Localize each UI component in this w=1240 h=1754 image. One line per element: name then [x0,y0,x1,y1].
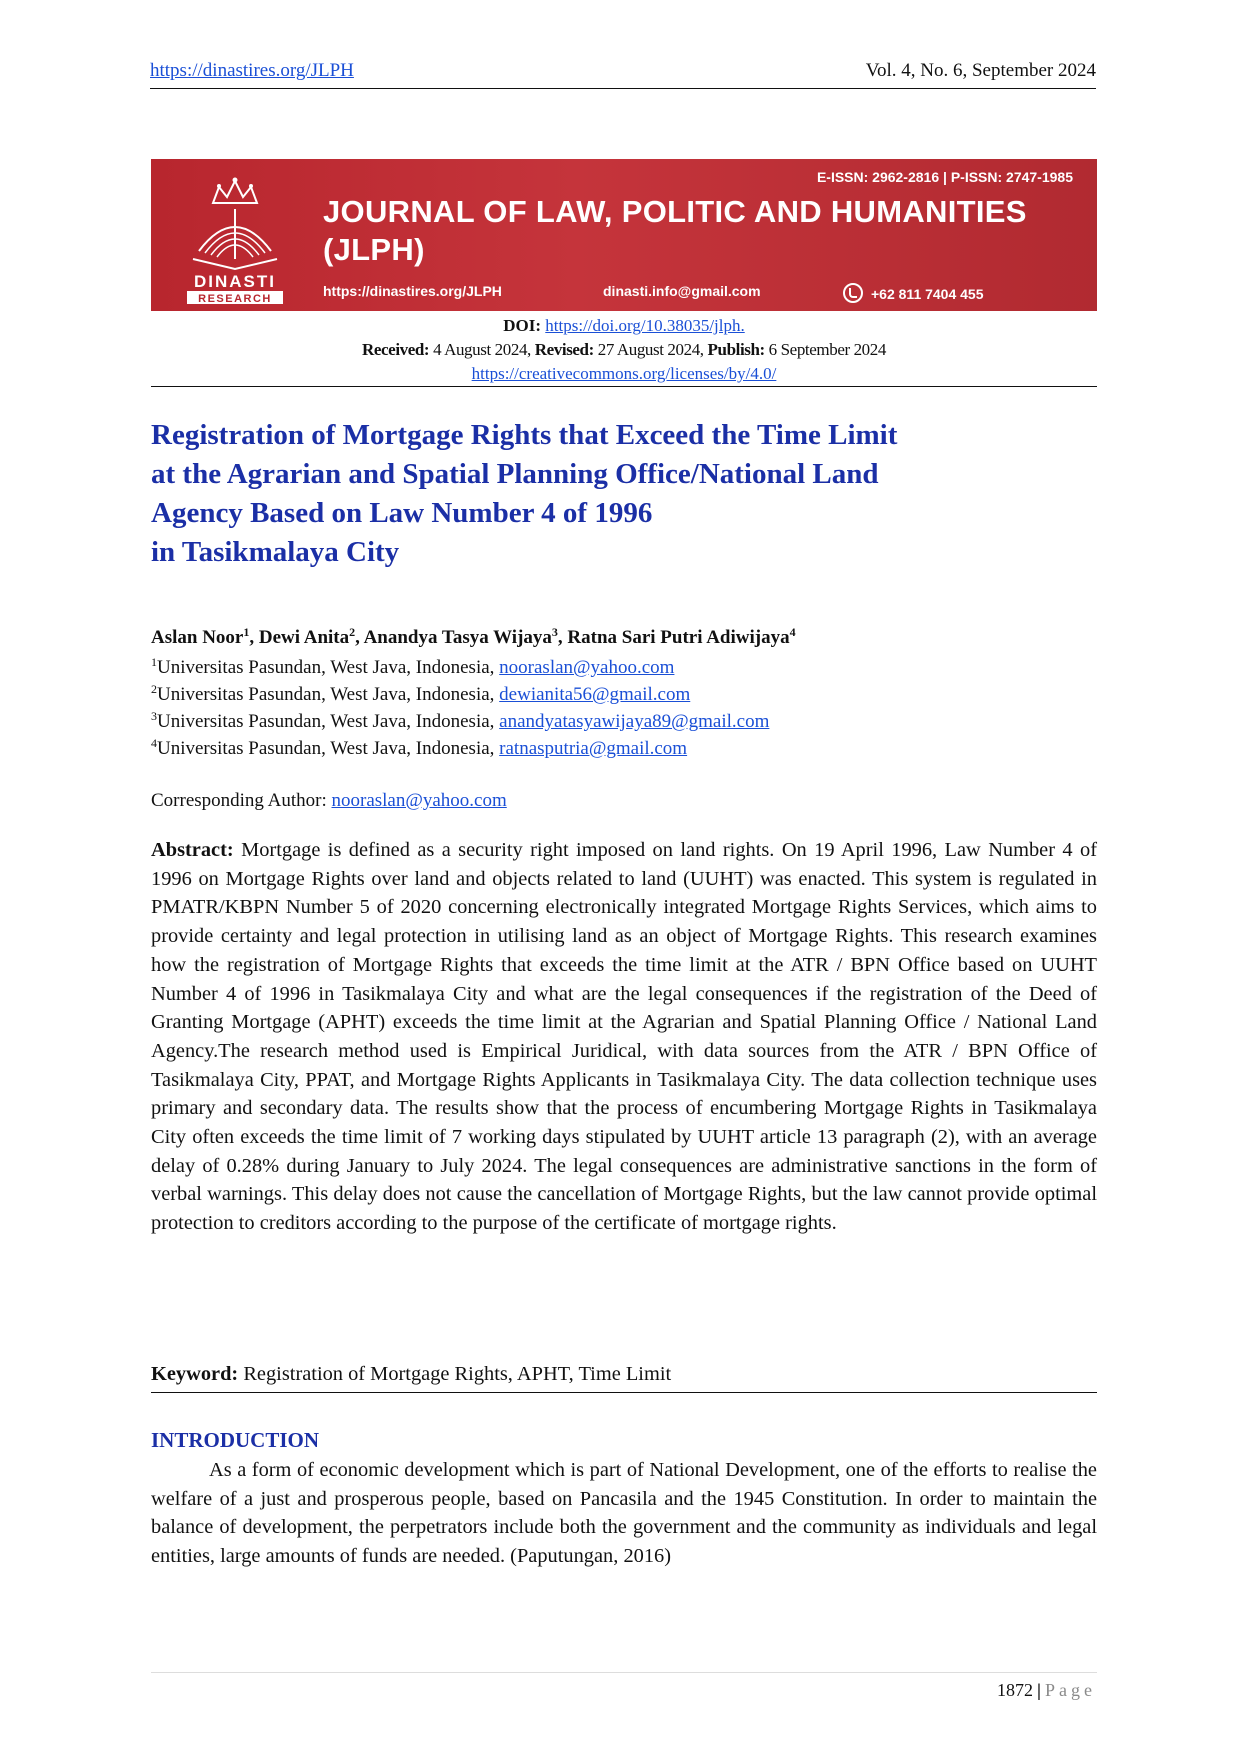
received-date: 4 August 2024, [433,340,531,359]
title-line4: in Tasikmalaya City [151,536,400,568]
revised-date: 27 August 2024, [597,340,704,359]
affiliation-sup: 3 [151,709,157,723]
dinasti-research-logo [179,173,291,305]
journal-banner [151,159,1097,311]
title-line1: Registration of Mortgage Rights that Exceed the Time Limit [151,419,898,451]
affiliation-item [151,735,769,762]
abstract-text: Mortgage is defined as a security right imposed on land rights. On 19 April 1996, Law Number 4 of 1996 on Mortgage Rights over land and objects related to land (UUHT) was enacted. This system is regulated in PMATR/KBPN Number 5 of 2020 concerning electronically integrated Mortgage Rights Services, which aims to provide certainty and legal protection in utilising land as an object of Mortgage Rights. This research examines how the registration of Mortgage Rights that exceeds the time limit at the ATR / BPN Office based on UUHT Number 4 of 1996 in Tasikmalaya City and what are the legal consequences if the registration of the Deed of Granting Mortgage (APHT) exceeds the time limit at the Agrarian and Spatial Planning Office / National Land Agency.The research method used is Empirical Juridical, with data sources from the ATR / BPN Office of Tasikmalaya City, PPAT, and Mortgage Rights Applicants in Tasikmalaya City. The data collection technique uses primary and secondary data. The results show that the process of encumbering Mortgage Rights in Tasikmalaya City often exceeds the time limit of 7 working days stipulated by UUHT article 13 paragraph (2), with an average delay of 0.28% during January to July 2024. The legal consequences are administrative sanctions in the form of verbal warnings. This delay does not cause the cancellation of Mortgage Rights, but the law cannot provide optimal protection to creditors according to the purpose of the certificate of mortgage rights. [151,839,1097,1235]
page-footer [997,1680,1096,1701]
author-email-link[interactable]: nooraslan@yahoo.com [499,657,675,678]
affiliation-text: Universitas Pasundan, West Java, Indonesia, [157,738,500,759]
introduction-heading: INTRODUCTION [151,1428,320,1452]
affiliation-text: Universitas Pasundan, West Java, Indonesia, [157,684,500,705]
affiliation-sup: 1 [151,655,157,669]
metadata-divider [151,386,1097,387]
article-title [151,416,1051,572]
journal-url-link[interactable]: https://dinastires.org/JLPH [150,60,354,81]
footer-separator: | [1037,1680,1041,1700]
author-email-link[interactable]: ratnasputria@gmail.com [499,738,688,759]
dates-line [151,338,1097,362]
author-name: Dewi Anita [258,627,350,648]
corresponding-label: Corresponding Author: [151,790,332,811]
author-sup: 4 [789,625,796,639]
publish-label: Publish: [707,340,765,359]
received-label: Received: [362,340,430,359]
abstract [151,836,1097,1238]
journal-title-line2: (JLPH) [323,232,425,267]
author-sup: 3 [551,625,558,639]
corresponding-email-link[interactable]: nooraslan@yahoo.com [331,790,507,811]
footer-divider [151,1672,1097,1673]
introduction-paragraph: As a form of economic development which is part of National Development, one of the efforts to realise the welfare of a just and prosperous people, based on Pancasila and the 1945 Constitution. In order to maintain the balance of development, the perpetrators include both the government and the community as individuals and legal entities, large amounts of funds are needed. (Paputungan, 2016) [151,1459,1097,1568]
keyword-text: Registration of Mortgage Rights, APHT, Time Limit [243,1363,672,1385]
license-line [151,362,1097,386]
affiliation-text: Universitas Pasundan, West Java, Indonesia, [157,711,500,732]
keyword-label: Keyword: [151,1363,239,1385]
affiliation-item [151,708,769,735]
whatsapp-icon [843,283,863,303]
doi-label: DOI: [503,316,542,335]
author-email-link[interactable]: anandyatasyawijaya89@gmail.com [499,711,770,732]
author-name: Ratna Sari Putri Adiwijaya [567,627,790,648]
affiliation-item [151,654,769,681]
affiliation-item [151,681,769,708]
affiliation-list [151,654,769,762]
affiliation-sup: 2 [151,682,157,696]
page-number: 1872 [997,1680,1034,1700]
corresponding-author [151,790,507,812]
author-name: Aslan Noor [151,627,244,648]
abstract-label: Abstract: [151,839,234,861]
keywords [151,1363,1097,1393]
license-link[interactable]: https://creativecommons.org/licenses/by/4.0/ [471,364,777,383]
issue-info: Vol. 4, No. 6, September 2024 [865,60,1096,81]
author-sup: 2 [349,625,356,639]
svg-text:RESEARCH: RESEARCH [198,293,272,305]
article-metadata [151,314,1097,386]
title-line3: Agency Based on Law Number 4 of 1996 [151,497,653,529]
publish-date: 6 September 2024 [768,340,886,359]
affiliation-text: Universitas Pasundan, West Java, Indonesia, [157,657,500,678]
author-name: Anandya Tasya Wijaya [363,627,552,648]
revised-label: Revised: [534,340,594,359]
banner-website: https://dinastires.org/JLPH [323,283,502,299]
author-sup: 1 [243,625,250,639]
doi-line [151,314,1097,338]
title-line2: at the Agrarian and Spatial Planning Office/National Land [151,458,879,490]
issn-numbers: E-ISSN: 2962-2816 | P-ISSN: 2747-1985 [816,169,1073,185]
svg-text:DINASTI: DINASTI [194,272,276,291]
page-word: Page [1045,1680,1096,1700]
banner-email: dinasti.info@gmail.com [603,283,761,299]
banner-phone [843,283,984,303]
doi-link[interactable]: https://doi.org/10.38035/jlph. [545,316,745,335]
author-list: Aslan Noor$^1$, Dewi Anita$^2$, Anandya Tasya Wijaya$^3$, Ratna Sari Putri Adiwijaya$^4$ [151,625,796,648]
running-header [150,58,1096,89]
banner-phone-number: +62 811 7404 455 [871,286,984,302]
journal-title [323,193,1027,269]
affiliation-sup: 4 [151,736,157,750]
author-email-link[interactable]: dewianita56@gmail.com [499,684,691,705]
journal-title-line1: JOURNAL OF LAW, POLITIC AND HUMANITIES [323,194,1027,229]
